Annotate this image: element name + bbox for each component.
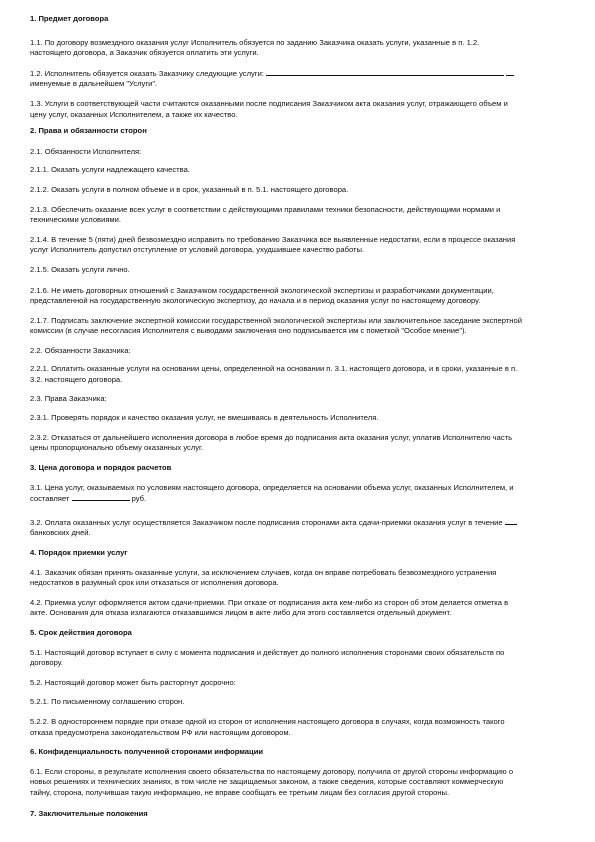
section-1	[30, 14, 565, 25]
clause-text: тайну, сторона, получившая такую информацию, не вправе сообщать ее третьим лицам без согласия другой стороны.	[30, 787, 450, 797]
clause-text: 2.1.1. Оказать услуги надлежащего качества.	[30, 165, 190, 175]
section-2	[30, 126, 565, 137]
clause-text: 6.1. Если стороны, в результате исполнения своего обязательства по настоящему договору, получила от другой стороны информацию о	[30, 766, 514, 776]
clause-1-1	[30, 38, 565, 59]
clause-2-2	[30, 346, 565, 357]
section-title: 5. Срок действия договора	[30, 627, 132, 637]
clause-2-1-2	[30, 185, 565, 196]
clause-text: техническими условиями.	[30, 215, 122, 225]
clause-text: представленной на государственную экологическую экспертизу, до начала и в период оказания услуг по настоящему договору.	[30, 296, 481, 306]
section-title: 7. Заключительные положения	[30, 808, 148, 818]
clause-5-2-1	[30, 697, 565, 708]
clause-2-3-2	[30, 433, 565, 454]
clause-text: банковских дней.	[30, 528, 91, 538]
clause-text: 2.3.1. Проверять порядок и качество оказания услуг, не вмешиваясь в деятельность Исполнителя.	[30, 413, 379, 423]
subsection-title: 2.2. Обязанности Заказчика:	[30, 345, 131, 355]
clause-text: 1.3. Услуги в соответствующей части считаются оказанными после подписания Заказчиком акта оказания услуг, отражающего объем и	[30, 98, 508, 108]
clause-text: договору.	[30, 658, 63, 668]
clause-text: 1.1. По договору возмездного оказания услуг Исполнитель обязуется по заданию Заказчика оказать услуги, указанные в п. 1.2.	[30, 37, 480, 47]
clause-2-1-6	[30, 286, 565, 307]
clause-2-1-3	[30, 205, 565, 226]
clause-text: 2.3.2. Отказаться от дальнейшего исполнения договора в любое время до подписания акта оказания услуг, уплатив Исполнителю часть	[30, 432, 513, 442]
section-5	[30, 628, 565, 639]
section-title: 2. Права и обязанности сторон	[30, 126, 147, 136]
clause-text-part: 3.2. Оплата оказанных услуг осуществляется Заказчиком после подписания сторонами акта сдачи-приемки оказания услуг в течение	[30, 517, 503, 527]
clause-text: 5.2.1. По письменному соглашению сторон.	[30, 697, 185, 707]
clause-text: 5.1. Настоящий договор вступает в силу с момента подписания и действует до полного исполнения сторонами своих обязательств по	[30, 647, 505, 657]
clause-2-1	[30, 147, 565, 158]
clause-text: 2.1.7. Подписать заключение экспертной комиссии государственной экологической экспертизы или заключительное заседание экспертной	[30, 315, 522, 325]
clause-text: 5.2. Настоящий договор может быть расторгнут досрочно:	[30, 677, 236, 687]
clause-text: 2.1.6. Не иметь договорных отношений с Заказчиком государственной экологической экспертизы и разработчиками документации,	[30, 285, 494, 295]
clause-text	[30, 68, 565, 80]
clause-text-part: 1.2. Исполнитель обязуется оказать Заказчику следующие услуги:	[30, 68, 264, 78]
blank-line	[72, 493, 130, 501]
clause-text: 4.1. Заказчик обязан принять оказанные услуги, за исключением случаев, когда он вправе потребовать безвозмездного устранения	[30, 567, 497, 577]
clause-2-1-1	[30, 165, 565, 176]
clause-text: 5.2.2. В одностороннем порядке при отказе одной из сторон от исполнения настоящего договора в случаях, когда возможность такого	[30, 716, 505, 726]
clause-text: 2.1.4. В течение 5 (пяти) дней безвозмездно исправить по требованию Заказчика все выявленные недостатки, если в процессе оказания	[30, 234, 516, 244]
clause-text: отказа предусмотрена законодательством РФ или настоящим договором.	[30, 727, 291, 737]
blank-line	[506, 68, 514, 76]
clause-2-1-7	[30, 316, 565, 337]
blank-line	[266, 68, 504, 76]
clause-text: услуг Исполнитель допустил отступление от условий договора, ухудшившее качество работы.	[30, 245, 365, 255]
clause-text: 2.1.5. Оказать услуги лично.	[30, 264, 130, 274]
clause-text: комиссии (в случае несогласия Исполнителя с выводами заключения оно подписывается им с пометкой "Особое мнение").	[30, 326, 467, 336]
clause-5-1	[30, 648, 565, 669]
clause-3-2	[30, 517, 565, 539]
clause-text-part: руб.	[131, 494, 147, 504]
section-title: 4. Порядок приемки услуг	[30, 548, 128, 557]
clause-2-1-5	[30, 265, 565, 276]
contract-document	[30, 14, 565, 819]
blank-line	[505, 517, 517, 525]
section-title: 1. Предмет договора	[30, 14, 109, 23]
section-6	[30, 747, 565, 758]
clause-2-2-1	[30, 364, 565, 385]
clause-3-1	[30, 483, 565, 505]
clause-2-3-1	[30, 413, 565, 424]
clause-text	[30, 493, 565, 505]
section-7	[30, 809, 565, 820]
clause-text: 2.2.1. Оплатить оказанные услуги на основании цены, определенной на основании п. 3.1. настоящего договора, и в сроки, указанные в п.	[30, 364, 518, 374]
clause-text: 3.2. настоящего договора.	[30, 375, 123, 385]
clause-4-1	[30, 568, 565, 589]
clause-text: недостатков в разумный срок или отказаться от исполнения договора.	[30, 578, 279, 588]
subsection-title: 2.1. Обязанности Исполнителя:	[30, 146, 142, 156]
clause-1-3	[30, 99, 565, 120]
clause-1-2	[30, 68, 565, 90]
clause-text: цену услуг, оказанных Исполнителем, а также их качество.	[30, 109, 238, 119]
clause-text: цены пропорционально объему оказанных услуг.	[30, 443, 204, 453]
clause-5-2	[30, 678, 565, 689]
subsection-title: 2.3. Права Заказчика:	[30, 393, 107, 403]
section-title: 6. Конфиденциальность полученной сторонами информации	[30, 747, 264, 757]
clause-5-2-2	[30, 717, 565, 738]
clause-text: 2.1.2. Оказать услуги в полном объеме и в срок, указанный в п. 5.1. настоящего договора.	[30, 184, 349, 194]
clause-2-1-4	[30, 235, 565, 256]
clause-text: 2.1.3. Обеспечить оказание всех услуг в соответствии с действующими правилами техники безопасности, действующими нормами и	[30, 204, 501, 214]
clause-text: новых решениях и технических знаниях, в том числе не защищаемых законом, а также сведения, которые составляют коммерческую	[30, 777, 504, 787]
clause-2-3	[30, 394, 565, 405]
clause-4-2	[30, 598, 565, 619]
clause-text: настоящего договора, а Заказчик обязуется оплатить эти услуги.	[30, 48, 259, 58]
clause-text: 4.2. Приемка услуг оформляется актом сдачи-приемки. При отказе от подписания акта кем-либо из сторон об этом делается отметка в	[30, 597, 509, 607]
clause-6-1	[30, 767, 565, 799]
clause-text	[30, 517, 565, 529]
section-3	[30, 463, 565, 474]
clause-text: акте. Основания для отказа излагаются отказавшимся лицом в акте либо для этого составляется отдельный документ.	[30, 608, 452, 618]
clause-text: 3.1. Цена услуг, оказываемых по условиям настоящего договора, определяется на основании объема услуг, оказанных Исполнителем, и	[30, 482, 514, 492]
clause-text-part: составляет	[30, 494, 70, 504]
clause-text: именуемые в дальнейшем "Услуги".	[30, 79, 158, 89]
section-title: 3. Цена договора и порядок расчетов	[30, 463, 172, 473]
section-4	[30, 548, 565, 559]
